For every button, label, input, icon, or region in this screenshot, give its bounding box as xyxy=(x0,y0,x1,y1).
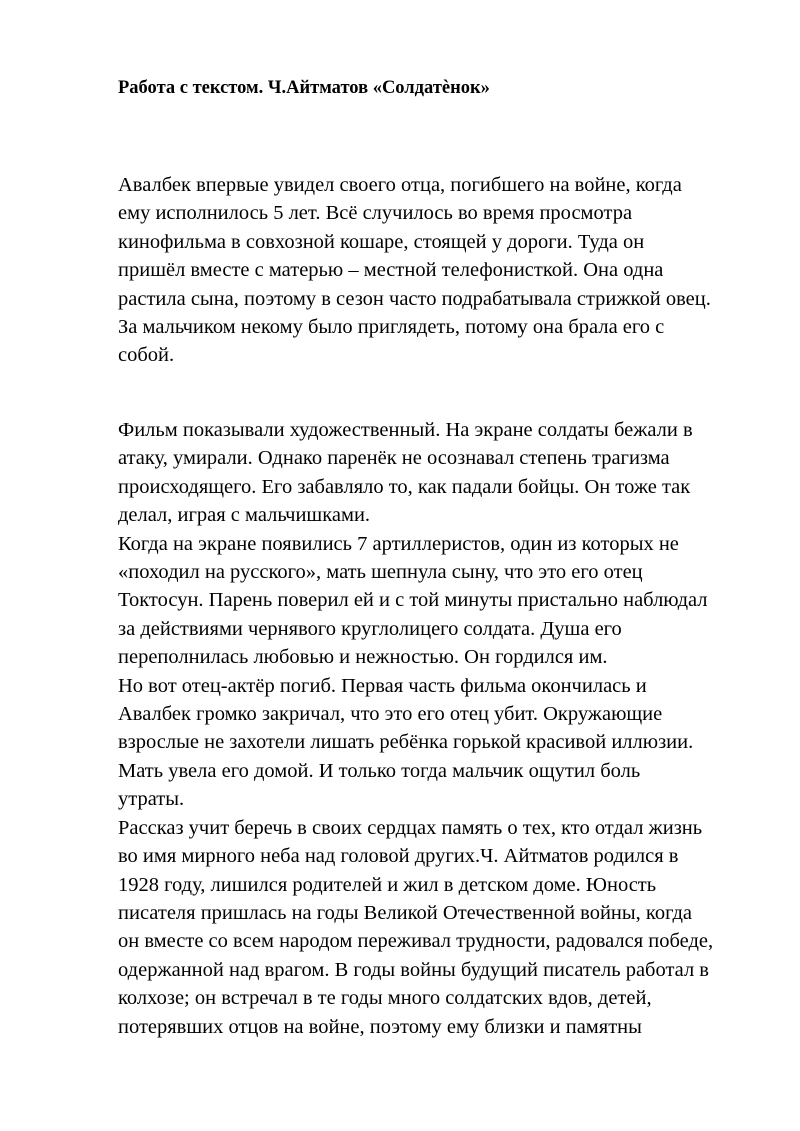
text-line: Но вот отец-актёр погиб. Первая часть фильма окончилась и xyxy=(118,674,647,697)
text-line: Когда на экране появились 7 артиллеристов, один из которых не xyxy=(118,532,679,555)
text-line: собой. xyxy=(118,344,175,367)
text-line: растила сына, поэтому в сезон часто подрабатывала стрижкой овец. xyxy=(118,287,711,310)
paragraph-body xyxy=(118,416,778,1041)
text-line: делал, играя с мальчишками. xyxy=(118,504,371,527)
text-line: он вместе со всем народом переживал трудности, радовался победе, xyxy=(118,930,714,953)
text-line: взрослые не захотели лишать ребёнка горькой красивой иллюзии. xyxy=(118,731,694,754)
text-line: одержанной над врагом. В годы войны будущий писатель работал в xyxy=(118,958,709,981)
text-line: потерявших отцов на войне, поэтому ему близки и памятны xyxy=(118,1015,642,1038)
text-line: За мальчиком некому было приглядеть, потому она брала его с xyxy=(118,316,665,339)
document-title: Работа с текстом. Ч.Айтматов «Солдатѐнок» xyxy=(118,78,490,98)
text-line: переполнилась любовью и нежностью. Он гордился им. xyxy=(118,646,608,669)
paragraph-intro xyxy=(118,171,778,370)
text-line: утраты. xyxy=(118,788,185,811)
text-line: «походил на русского», мать шепнула сыну, что это его отец xyxy=(118,561,643,584)
text-line: происходящего. Его забавляло то, как падали бойцы. Он тоже так xyxy=(118,475,691,498)
text-line: Фильм показывали художественный. На экране солдаты бежали в xyxy=(118,419,693,441)
text-line: за действиями чернявого круглолицего солдата. Душа его xyxy=(118,617,622,640)
text-line: ему исполнилось 5 лет. Всё случилось во время просмотра xyxy=(118,202,633,225)
text-line: Авалбек громко закричал, что это его отец убит. Окружающие xyxy=(118,703,663,726)
text-line: кинофильма в совхозной кошаре, стоящей у дороги. Туда он xyxy=(118,230,645,253)
text-line: во имя мирного неба над головой других.Ч. Айтматов родился в xyxy=(118,845,679,868)
text-line: атаку, умирали. Однако паренёк не осознавал степень трагизма xyxy=(118,447,670,470)
text-line: 1928 году, лишился родителей и жил в детском доме. Юность xyxy=(118,873,657,896)
text-line: пришёл вместе с матерью – местной телефонисткой. Она одна xyxy=(118,259,664,282)
text-line: писателя пришлась на годы Великой Отечественной войны, когда xyxy=(118,901,693,924)
text-line: Токтосун. Парень поверил ей и с той минуты пристально наблюдал xyxy=(118,589,708,612)
text-line: Авалбек впервые увидел своего отца, погибшего на войне, когда xyxy=(118,174,682,196)
text-line: колхозе; он встречал в те годы много солдатских вдов, детей, xyxy=(118,987,652,1010)
text-line: Рассказ учит беречь в своих сердцах память о тех, кто отдал жизнь xyxy=(118,816,703,839)
text-line: Мать увела его домой. И только тогда мальчик ощутил боль xyxy=(118,759,641,782)
